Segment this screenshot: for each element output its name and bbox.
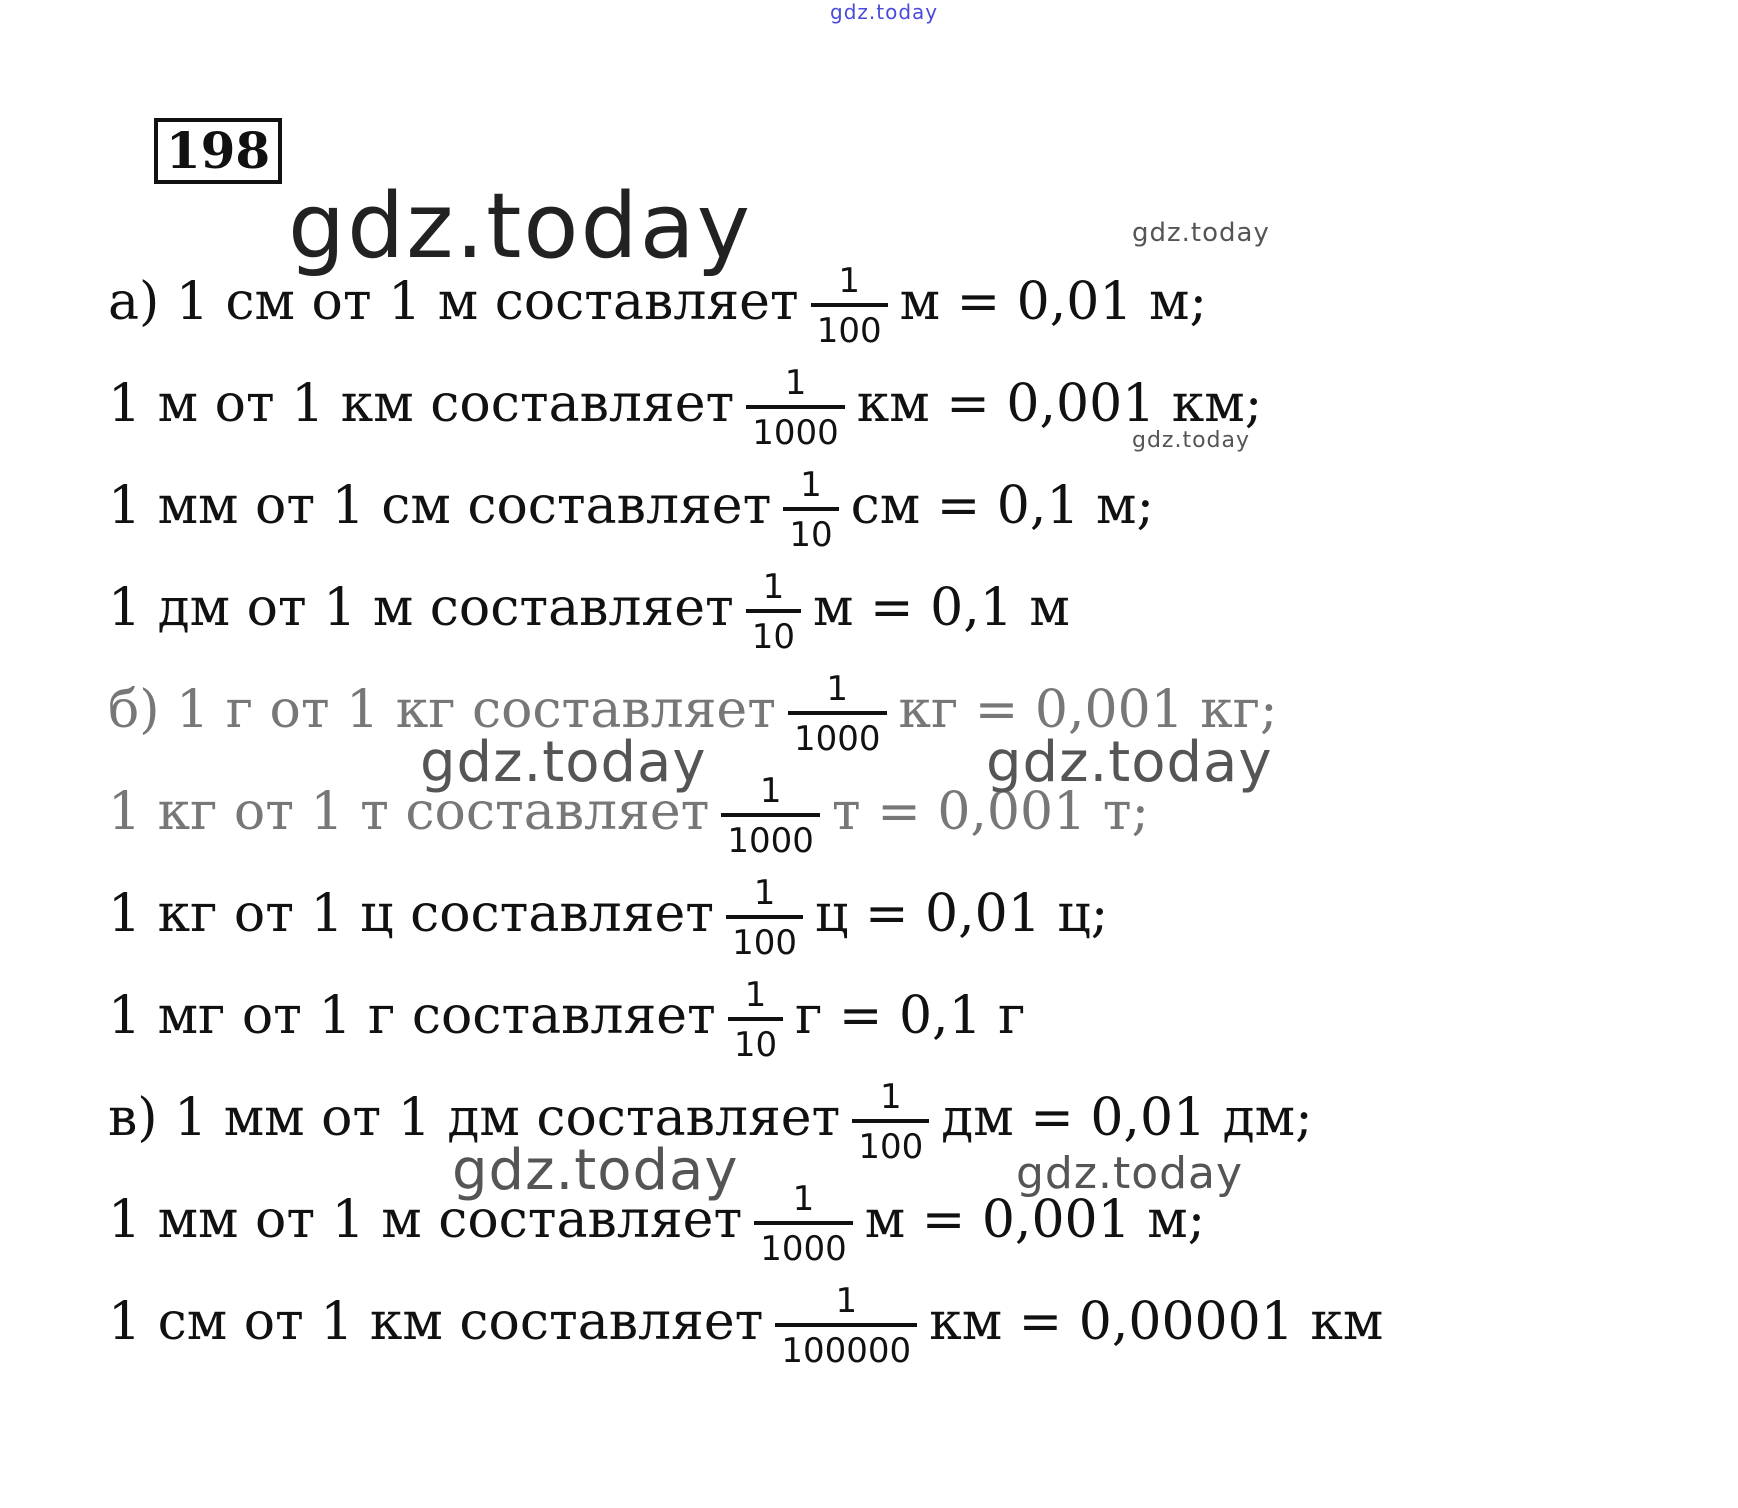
fraction [746,365,845,451]
solution-line-2 [108,354,1262,454]
fraction-denominator: 1000 [793,719,881,759]
solution-line-4 [108,558,1070,658]
fraction [783,467,838,553]
fraction-numerator: 1 [826,669,849,709]
fraction-denominator: 1000 [760,1229,847,1269]
fraction-bar [783,507,838,511]
fraction-numerator: 1 [835,1281,858,1321]
fraction-numerator: 1 [759,771,782,811]
watermark-mid-3: gdz.today [452,1138,739,1203]
fraction-bar [754,1221,853,1225]
solution-line-1 [108,252,1207,352]
fraction [775,1283,917,1369]
fraction [746,569,801,655]
fraction-numerator: 1 [753,873,776,913]
fraction [788,671,887,757]
line-text-after: т = 0,001 т; [831,782,1149,842]
exercise-number: 198 [154,118,282,184]
watermark-right-2: gdz.today [1132,428,1251,453]
fraction-numerator: 1 [838,261,860,301]
watermark-mid-1: gdz.today [420,730,707,795]
line-text-after: кг = 0,001 кг; [898,680,1278,740]
fraction-denominator: 100 [816,311,882,351]
line-text-before: б) 1 г от 1 кг составляет [108,680,776,740]
fraction-denominator: 10 [733,1025,778,1065]
watermark-large: gdz.today [288,174,753,279]
line-text-after: см = 0,1 м; [850,476,1155,536]
solution-line-8 [108,966,1025,1066]
fraction-denominator: 10 [751,617,796,657]
watermark-mid-4: gdz.today [1016,1148,1244,1199]
fraction-bar [811,303,888,307]
fraction [721,773,820,859]
line-text-before: 1 мм от 1 м составляет [108,1190,743,1250]
watermark-mid-2: gdz.today [986,730,1273,795]
fraction-numerator: 1 [879,1077,902,1117]
fraction-numerator: 1 [800,465,822,505]
fraction-bar [775,1323,917,1327]
line-text-after: м = 0,1 м [813,578,1070,638]
fraction-denominator: 1000 [752,413,839,453]
fraction [754,1181,853,1267]
line-text-before: 1 кг от 1 ц составляет [108,884,715,944]
line-text-before: 1 кг от 1 т составляет [108,782,710,842]
line-text-before: 1 см от 1 км составляет [108,1292,764,1352]
watermark-right-1: gdz.today [1132,218,1270,248]
fraction-numerator: 1 [744,975,767,1015]
line-text-before: 1 мм от 1 см составляет [108,476,772,536]
line-text-before: в) 1 мм от 1 дм составляет [108,1088,841,1148]
fraction-denominator: 100 [732,923,797,963]
fraction-numerator: 1 [792,1179,815,1219]
fraction-denominator: 100 [858,1127,924,1167]
line-text-before: 1 дм от 1 м составляет [108,578,734,638]
line-text-before: 1 м от 1 км составляет [108,374,735,434]
solution-line-3 [108,456,1154,556]
fraction [811,263,888,349]
line-text-after: м = 0,001 м; [864,1190,1206,1250]
watermark-top: gdz.today [830,0,939,24]
solution-line-7 [108,864,1108,964]
line-text-after: ц = 0,01 ц; [814,884,1109,944]
line-text-before: 1 мг от 1 г составляет [108,986,716,1046]
fraction-denominator: 10 [789,515,833,555]
fraction-denominator: 100000 [781,1331,912,1371]
fraction-bar [746,405,845,409]
fraction [852,1079,929,1165]
fraction-bar [746,609,801,613]
line-text-after: дм = 0,01 дм; [941,1088,1313,1148]
line-text-before: а) 1 см от 1 м составляет [108,272,799,332]
fraction-bar [728,1017,783,1021]
fraction-numerator: 1 [784,363,807,403]
line-text-after: км = 0,00001 км [929,1292,1384,1352]
fraction-bar [721,813,820,817]
line-text-after: м = 0,01 м; [899,272,1207,332]
fraction [728,977,783,1063]
fraction-denominator: 1000 [727,821,814,861]
fraction [726,875,803,961]
fraction-bar [852,1119,929,1123]
solution-line-11 [108,1272,1383,1372]
fraction-bar [726,915,803,919]
line-text-after: км = 0,001 км; [856,374,1263,434]
fraction-bar [788,711,887,715]
fraction-numerator: 1 [762,567,785,607]
line-text-after: г = 0,1 г [795,986,1026,1046]
